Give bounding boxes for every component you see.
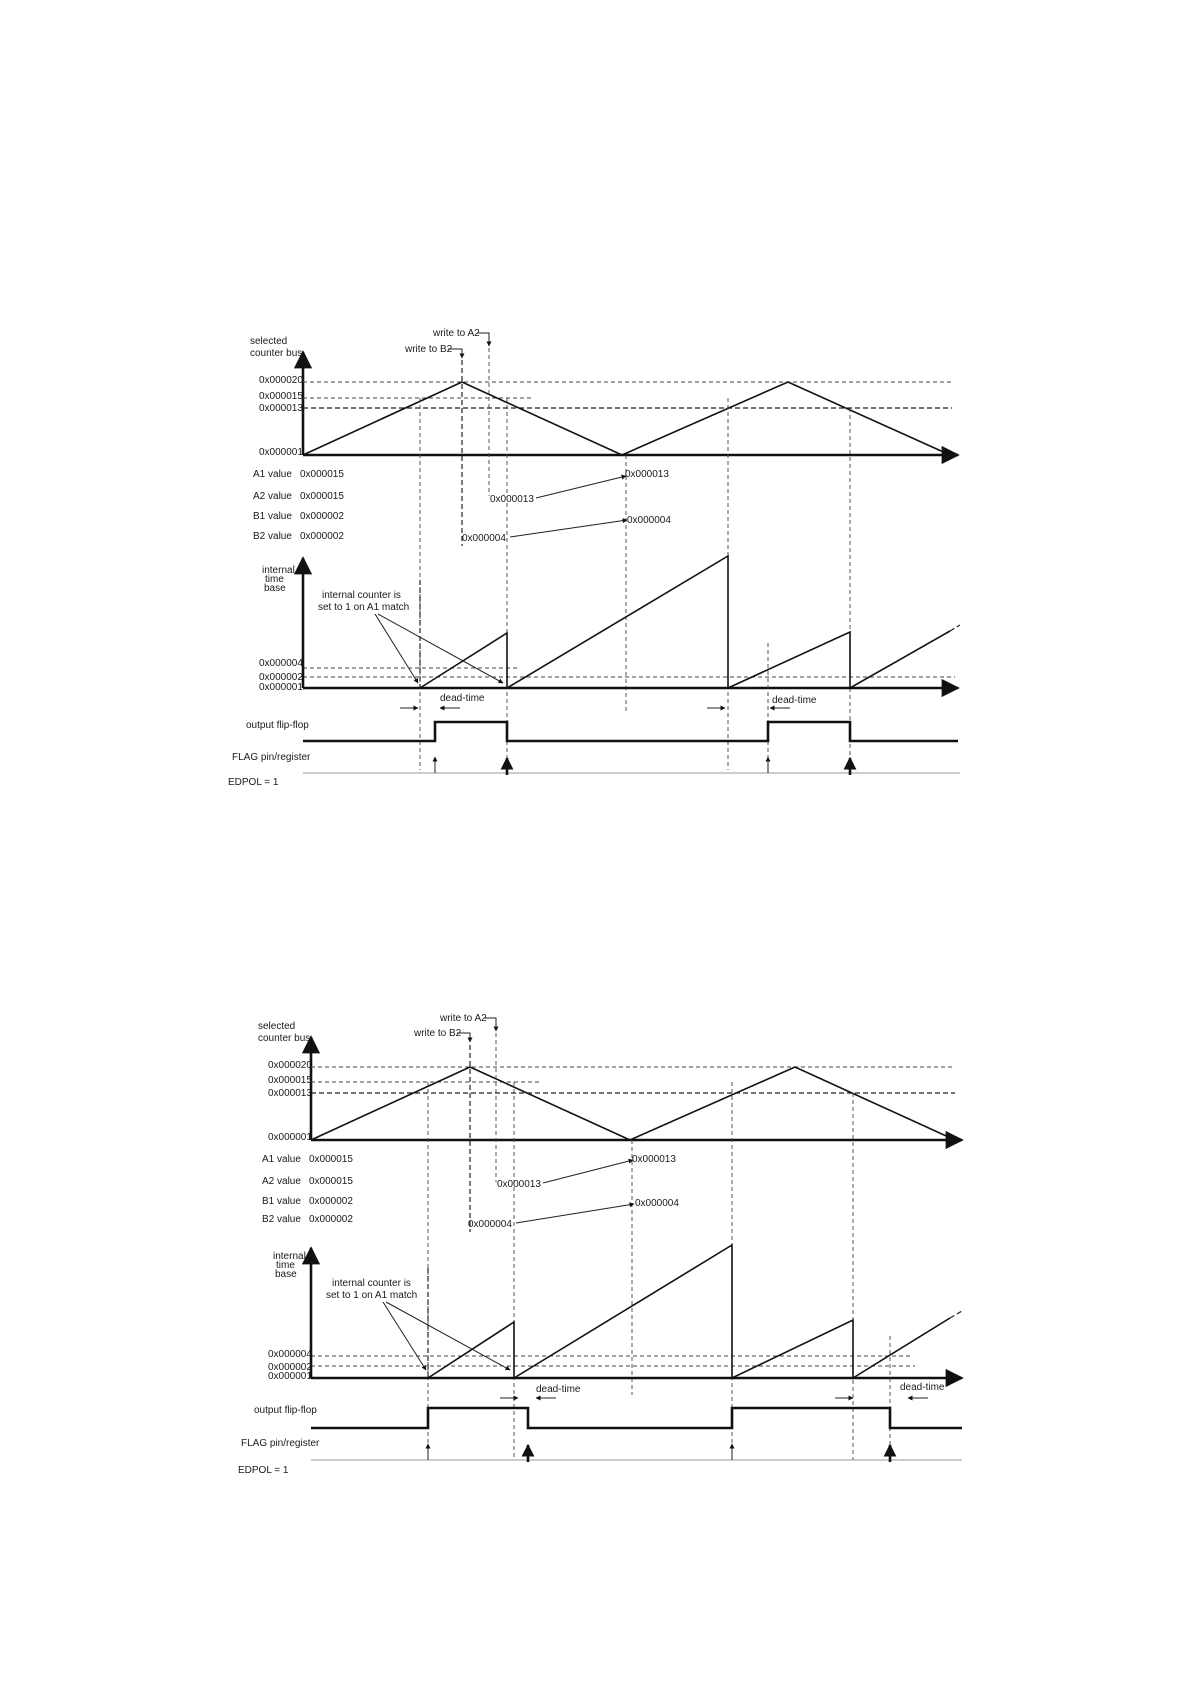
b1-value-initial: 0x000002 bbox=[300, 511, 344, 522]
y-tick-0x000020: 0x000020 bbox=[268, 1060, 312, 1071]
time-base-label-line3: base bbox=[264, 583, 286, 594]
y-tick-0x000001: 0x000001 bbox=[268, 1132, 312, 1143]
b1-value-label: B1 value bbox=[253, 511, 292, 522]
output-flipflop-waveform bbox=[311, 1408, 962, 1428]
note-line1: internal counter is bbox=[322, 590, 401, 601]
b2-to-b1-arrow bbox=[510, 520, 627, 537]
flag-label: FLAG pin/register bbox=[232, 752, 311, 763]
y-tick-0x000015: 0x000015 bbox=[259, 391, 303, 402]
dead-time-label-2: dead-time bbox=[772, 695, 817, 706]
write-a2-label: write to A2 bbox=[433, 328, 480, 339]
dead-time-label-2: dead-time bbox=[900, 1382, 945, 1393]
b1-value-label: B1 value bbox=[262, 1196, 301, 1207]
a2-value-initial: 0x000015 bbox=[300, 491, 344, 502]
counter-axis-label-line1: selected bbox=[250, 336, 288, 347]
a1-value-initial: 0x000015 bbox=[309, 1154, 353, 1165]
write-b2-label: write to B2 bbox=[414, 1028, 462, 1039]
b1-value-initial: 0x000002 bbox=[309, 1196, 353, 1207]
tb-tick-0x000001: 0x000001 bbox=[268, 1371, 312, 1382]
output-flipflop-label: output flip-flop bbox=[254, 1405, 317, 1416]
a2-value-initial: 0x000015 bbox=[309, 1176, 353, 1187]
diagram-bottom bbox=[238, 1013, 962, 1476]
tb-continuation bbox=[950, 625, 960, 631]
a2-value-label: A2 value bbox=[262, 1176, 301, 1187]
time-base-label-line1: internal bbox=[262, 565, 295, 576]
time-base-label-line2: time bbox=[265, 574, 284, 585]
dead-time-label-1: dead-time bbox=[440, 693, 485, 704]
a2-to-a1-arrow bbox=[543, 1160, 633, 1183]
a2-to-a1-arrow bbox=[536, 476, 626, 498]
note-line1: internal counter is bbox=[332, 1278, 411, 1289]
tb-tick-0x000002: 0x000002 bbox=[259, 672, 303, 683]
counter-axis-label-line2: counter bus bbox=[258, 1033, 311, 1044]
b2-value-label: B2 value bbox=[262, 1214, 301, 1225]
counter-waveform bbox=[303, 382, 950, 455]
y-tick-0x000013: 0x000013 bbox=[268, 1088, 312, 1099]
note-line2: set to 1 on A1 match bbox=[318, 602, 410, 613]
y-tick-0x000001: 0x000001 bbox=[259, 447, 303, 458]
output-flipflop-waveform bbox=[303, 722, 958, 741]
flag-label: FLAG pin/register bbox=[241, 1438, 320, 1449]
time-base-label-line2: time bbox=[276, 1260, 295, 1271]
write-a2-label: write to A2 bbox=[440, 1013, 487, 1024]
b2-value-new: 0x000004 bbox=[462, 533, 506, 544]
b2-value-initial: 0x000002 bbox=[309, 1214, 353, 1225]
time-base-waveform bbox=[428, 1245, 950, 1378]
b2-value-initial: 0x000002 bbox=[300, 531, 344, 542]
b2-value-new: 0x000004 bbox=[468, 1219, 512, 1230]
counter-axis-label-line1: selected bbox=[258, 1021, 296, 1032]
time-base-label-line1: internal bbox=[273, 1251, 306, 1262]
a1-value-label: A1 value bbox=[262, 1154, 301, 1165]
edpol-label: EDPOL = 1 bbox=[238, 1465, 289, 1476]
b2-to-b1-arrow bbox=[516, 1204, 634, 1223]
a2-value-label: A2 value bbox=[253, 491, 292, 502]
dead-time-label-1: dead-time bbox=[536, 1384, 581, 1395]
b1-value-new: 0x000004 bbox=[635, 1198, 679, 1209]
tb-continuation bbox=[950, 1311, 962, 1318]
tb-tick-0x000001: 0x000001 bbox=[259, 682, 303, 693]
y-tick-0x000013: 0x000013 bbox=[259, 403, 303, 414]
edpol-label: EDPOL = 1 bbox=[228, 777, 279, 788]
y-tick-0x000020: 0x000020 bbox=[259, 375, 303, 386]
a2-value-new: 0x000013 bbox=[497, 1179, 541, 1190]
a1-value-new: 0x000013 bbox=[632, 1154, 676, 1165]
tb-tick-0x000004: 0x000004 bbox=[268, 1349, 312, 1360]
a2-value-new: 0x000013 bbox=[490, 494, 534, 505]
b1-value-new: 0x000004 bbox=[627, 515, 671, 526]
note-line2: set to 1 on A1 match bbox=[326, 1290, 418, 1301]
tb-tick-0x000002: 0x000002 bbox=[268, 1362, 312, 1373]
tb-tick-0x000004: 0x000004 bbox=[259, 658, 303, 669]
y-tick-0x000015: 0x000015 bbox=[268, 1075, 312, 1086]
write-b2-label: write to B2 bbox=[405, 344, 453, 355]
a1-value-label: A1 value bbox=[253, 469, 292, 480]
counter-waveform bbox=[311, 1067, 955, 1140]
a1-value-initial: 0x000015 bbox=[300, 469, 344, 480]
output-flipflop-label: output flip-flop bbox=[246, 720, 309, 731]
counter-axis-label-line2: counter bus bbox=[250, 348, 303, 359]
a1-value-new: 0x000013 bbox=[625, 469, 669, 480]
time-base-label-line3: base bbox=[275, 1269, 297, 1280]
b2-value-label: B2 value bbox=[253, 531, 292, 542]
diagram-top bbox=[228, 328, 960, 788]
